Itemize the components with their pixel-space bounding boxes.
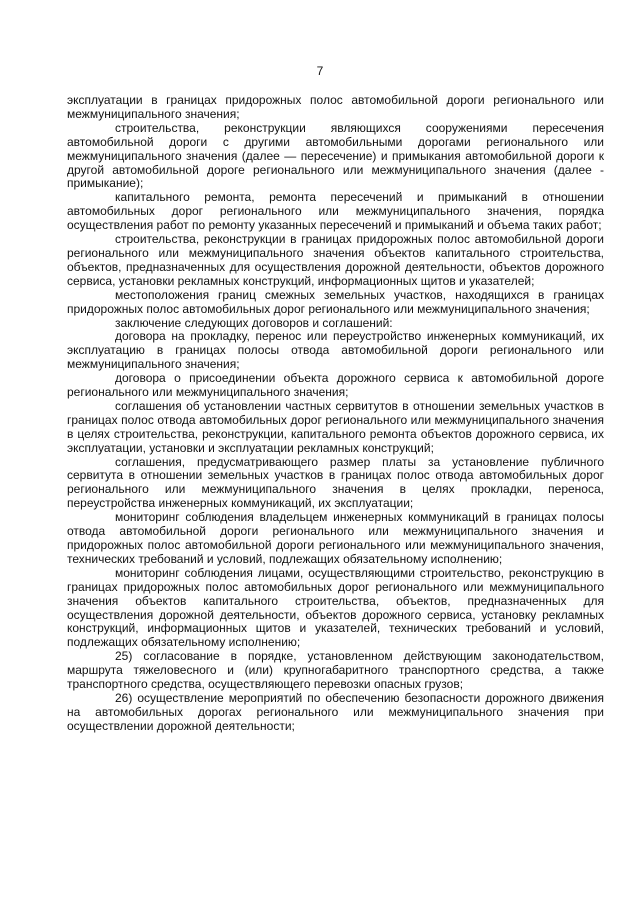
paragraph: соглашения об установлении частных сервитутов в отношении земельных участков в границах полос отвода автомобильных дорог регионального или межмуниципального значения в целях строительства, реконструкции, капитального ремонта объектов дорожного сервиса, их эксплуатации, установки и эксплуатации рекламных конструкций; xyxy=(67,398,604,455)
paragraph: мониторинг соблюдения владельцем инженерных коммуникаций в границах полосы отвода автомобильной дороги регионального или межмуниципального значения и придорожных полос автомобильной дороги регионального или межмуниципального значения, технических требований и условий, подлежащих обязательному исполнению; xyxy=(67,510,604,566)
paragraph: капитального ремонта, ремонта пересечений и примыканий в отношении автомобильных дорог регионального или межмуниципального значения, порядка осуществления работ по ремонту указанных пересечений и примыканий и объема таких работ; xyxy=(67,190,604,233)
document-body xyxy=(67,94,604,734)
paragraph: договора о присоединении объекта дорожного сервиса к автомобильной дороге регионального или межмуниципального значения; xyxy=(67,371,604,400)
paragraph: местоположения границ смежных земельных участков, находящихся в границах придорожных полос автомобильных дорог регионального или межмуниципального значения; xyxy=(67,287,604,316)
paragraph: строительства, реконструкции являющихся сооружениями пересечения автомобильной дороги с другими автомобильными дорогами регионального или межмуниципального значения (далее — пересечение) и примыкания автомобильной дороги к другой автомобильной дороге регионального или межмуниципального значения (далее - примыкание); xyxy=(67,120,604,191)
paragraph: заключение следующих договоров и соглашений: xyxy=(115,315,393,330)
paragraph: мониторинг соблюдения лицами, осуществляющими строительство, реконструкцию в границах придорожных полос автомобильных дорог регионального или межмуниципального значения объектов капитального строительства, объектов, предназначенных для осуществления дорожной деятельности, объектов дорожного сервиса, установку рекламных конструкций, информационных щитов и указателей, технических требований и условий, подлежащих обязательному исполнению; xyxy=(67,565,604,650)
page-number: 7 xyxy=(316,64,324,78)
paragraph: строительства, реконструкции в границах придорожных полос автомобильной дороги регионального или межмуниципального значения объектов капитального строительства, объектов, предназначенных для осуществления дорожной деятельности, объектов дорожного сервиса, установки рекламных конструкций, информационных щитов и указателей; xyxy=(67,232,604,288)
paragraph: договора на прокладку, перенос или переустройство инженерных коммуникаций, их эксплуатацию в границах полосы отвода автомобильной дороги регионального или межмуниципального значения; xyxy=(67,329,604,372)
paragraph: соглашения, предусматривающего размер платы за установление публичного сервитута в отношении земельных участков в границах полос отвода автомобильных дорог регионального или межмуниципального значения в целях прокладки, переноса, переустройства инженерных коммуникаций, их эксплуатации; xyxy=(67,454,604,511)
paragraph: эксплуатации в границах придорожных полос автомобильной дороги регионального или межмуниципального значения; xyxy=(67,93,604,121)
paragraph: 26) осуществление мероприятий по обеспечению безопасности дорожного движения на автомобильных дорогах регионального или межмуниципального значения при осуществлении дорожной деятельности; xyxy=(67,690,604,733)
paragraph: 25) согласование в порядке, установленном действующим законодательством, маршрута тяжеловесного и (или) крупногабаритного транспортного средства, а также транспортного средства, осуществляющего перевозки опасных грузов; xyxy=(67,649,604,692)
